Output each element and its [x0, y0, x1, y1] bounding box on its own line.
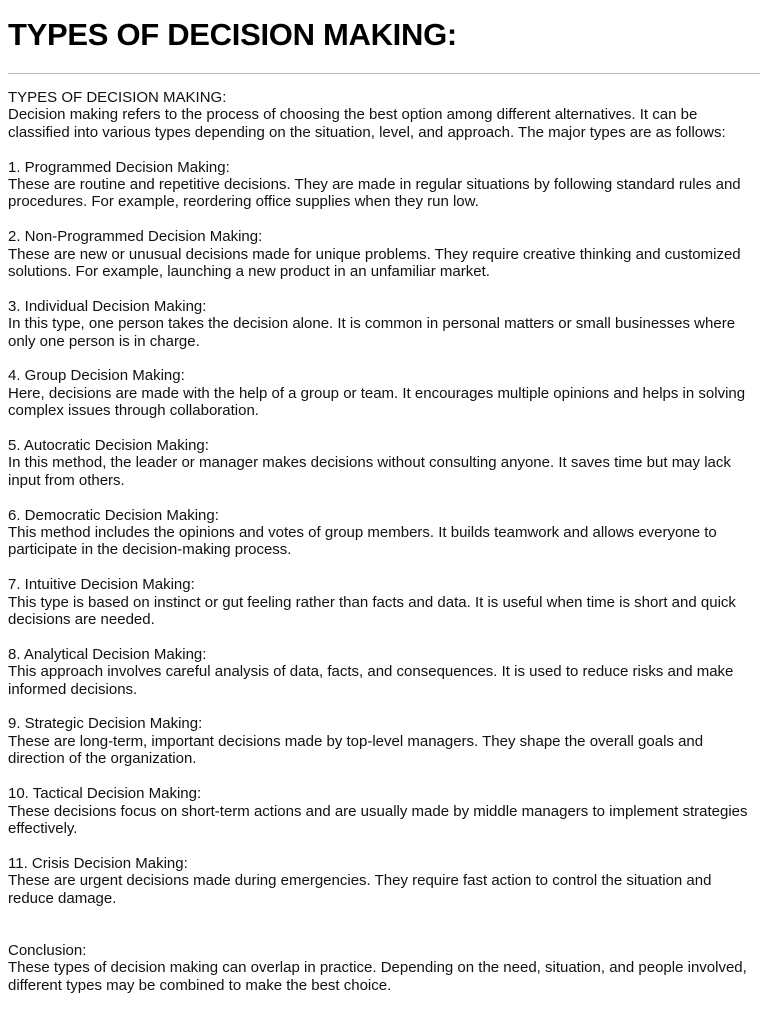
conclusion-heading: Conclusion: [8, 941, 87, 959]
section-body: In this method, the leader or manager makes decisions without consulting anyone. It saves time but may lack input from others. [8, 454, 731, 489]
section-group [8, 367, 760, 419]
section-body: These are long-term, important decisions made by top-level managers. They shape the overall goals and direction of the organization. [8, 732, 704, 768]
section-heading: 1. Programmed Decision Making: [8, 158, 230, 176]
title-divider [8, 73, 760, 74]
intro-paragraph [8, 89, 760, 141]
section-tactical [8, 785, 760, 837]
conclusion-section [8, 942, 760, 994]
section-heading: 2. Non-Programmed Decision Making: [8, 228, 263, 246]
section-programmed [8, 159, 760, 211]
section-body: These decisions focus on short-term actions and are usually made by middle managers to implement strategies effectively. [8, 802, 748, 837]
section-heading: 11. Crisis Decision Making: [8, 854, 188, 872]
section-strategic [8, 715, 760, 767]
intro-text: Decision making refers to the process of choosing the best option among different alternatives. It can be classified into various types depending on the situation, level, and approach. The major types are as follows: [8, 106, 726, 141]
section-analytical [8, 646, 760, 698]
section-democratic [8, 507, 760, 559]
section-heading: 10. Tactical Decision Making: [8, 785, 202, 803]
body-heading: TYPES OF DECISION MAKING: [8, 89, 227, 106]
section-body: These are urgent decisions made during emergencies. They require fast action to control the situation and reduce damage. [8, 872, 712, 907]
page-title: TYPES OF DECISION MAKING: [8, 17, 457, 52]
section-heading: 6. Democratic Decision Making: [8, 506, 219, 524]
section-heading: 4. Group Decision Making: [8, 367, 185, 385]
section-individual [8, 298, 760, 350]
section-body: This approach involves careful analysis of data, facts, and consequences. It is used to reduce risks and make informed decisions. [8, 663, 734, 698]
conclusion-body: These types of decision making can overlap in practice. Depending on the need, situation, and people involved, different types may be combined to make the best choice. [8, 959, 747, 994]
section-intuitive [8, 576, 760, 628]
section-heading: 8. Analytical Decision Making: [8, 645, 207, 663]
section-body: This type is based on instinct or gut feeling rather than facts and data. It is useful when time is short and quick decisions are needed. [8, 593, 736, 629]
section-autocratic [8, 437, 760, 489]
section-heading: 5. Autocratic Decision Making: [8, 437, 209, 455]
section-body: These are new or unusual decisions made for unique problems. They require creative thinking and customized solutions. For example, launching a new product in an unfamiliar market. [8, 245, 741, 281]
section-body: In this type, one person takes the decision alone. It is common in personal matters or small businesses where only one person is in charge. [8, 315, 736, 350]
document-body [8, 89, 760, 994]
section-heading: 7. Intuitive Decision Making: [8, 576, 195, 594]
section-body: These are routine and repetitive decisions. They are made in regular situations by following standard rules and procedures. For example, reordering office supplies when they run low. [8, 176, 741, 211]
section-heading: 3. Individual Decision Making: [8, 297, 207, 315]
section-crisis [8, 855, 760, 907]
section-non-programmed [8, 228, 760, 280]
section-body: Here, decisions are made with the help of a group or team. It encourages multiple opinions and helps in solving complex issues through collaboration. [8, 384, 746, 420]
section-heading: 9. Strategic Decision Making: [8, 715, 203, 733]
section-body: This method includes the opinions and votes of group members. It builds teamwork and allows everyone to participate in the decision-making process. [8, 524, 717, 559]
